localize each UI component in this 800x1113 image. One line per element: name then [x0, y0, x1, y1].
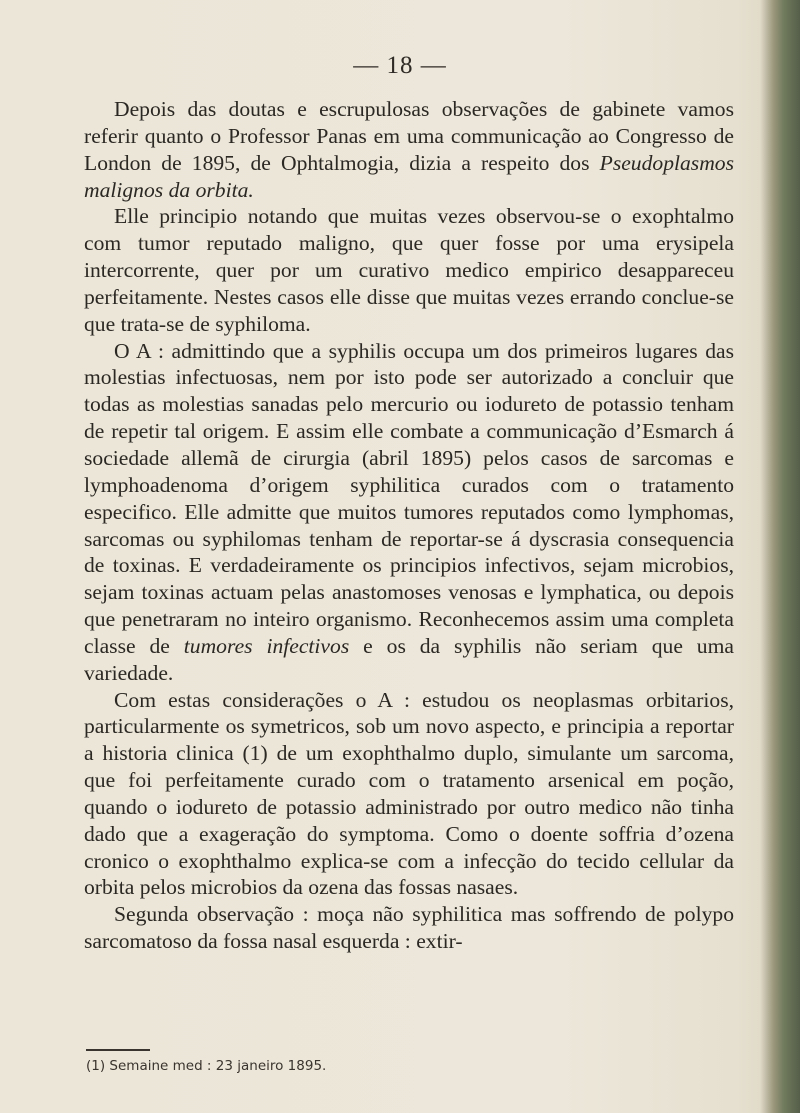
paragraph-3-italic: tumores infectivos	[183, 633, 350, 658]
paragraph-1-italic: Pseudoplasmos malignos da orbita.	[84, 150, 734, 202]
page-edge-shadow	[760, 0, 800, 1113]
paragraph-3-text-a: O A : admittindo que a syphilis occupa um dos primeiros lugares das molestias infectuosas, nem por isto pode ser autorizado a concluir que todas as molestias sanadas pelo mercurio ou iodureto de potassio tenham de repetir tal origem. E assim elle combate a communicação d’Esmarch á sociedade allemã de cirurgia (abril 1895) pelos casos de sarcomas e lymphoadenoma d’origem syphilitica curados com o tratamento especifico. Elle admitte que muitos tumores reputados como lymphomas, sarcomas ou syphilomas tenham de reportar-se á dyscrasia consequencia de toxinas. E verdadeiramente os principios infectivos, sejam microbios, sejam toxinas actuam pelas anastomoses venosas e lymphatica, ou depois que penetraram no inteiro organismo. Reconhecemos assim uma completa classe de	[84, 338, 734, 658]
paragraph-3-text-b: e os da syphilis não seriam que uma variedade.	[84, 633, 734, 685]
paragraph-1	[84, 96, 734, 203]
footnote: (1) Semaine med : 23 janeiro 1895.	[86, 1058, 327, 1074]
paragraph-4: Com estas considerações o A : estudou os neoplasmas orbitarios, particularmente os symetricos, sob um novo aspecto, e principia a reportar a historia clinica (1) de um exophthalmo duplo, simulante um sarcoma, que foi perfeitamente curado com o tratamento arsenical em poção, quando o iodureto de potassio administrado por outro medico não tinha dado que a exageração do symptoma. Como o doente soffria d’ozena cronico o exophthalmo explica-se com a infecção do tecido cellular da orbita pelos microbios da ozena das fossas nasaes.	[84, 687, 734, 900]
paragraph-1-text: Depois das doutas e escrupulosas observações de gabinete vamos referir quanto o Professor Panas em uma communicação ao Congresso de London de 1895, de Ophtalmogia, dizia a respeito dos	[84, 97, 734, 175]
page-number: — 18 —	[353, 52, 447, 79]
footnote-rule	[86, 1049, 150, 1051]
paragraph-3	[84, 338, 734, 687]
paragraph-2: Elle principio notando que muitas vezes observou-se o exophtalmo com tumor reputado maligno, que quer fosse por uma erysipela intercorrente, quer por um curativo medico empirico desappareceu perfeitamente. Nestes casos elle disse que muitas vezes errando conclue-se que trata-se de syphiloma.	[84, 204, 734, 336]
body-text	[84, 96, 734, 955]
paragraph-5: Segunda observação : moça não syphilitica mas soffrendo de polypo sarcomatoso da fossa nasal esquerda : extir-	[84, 902, 734, 954]
